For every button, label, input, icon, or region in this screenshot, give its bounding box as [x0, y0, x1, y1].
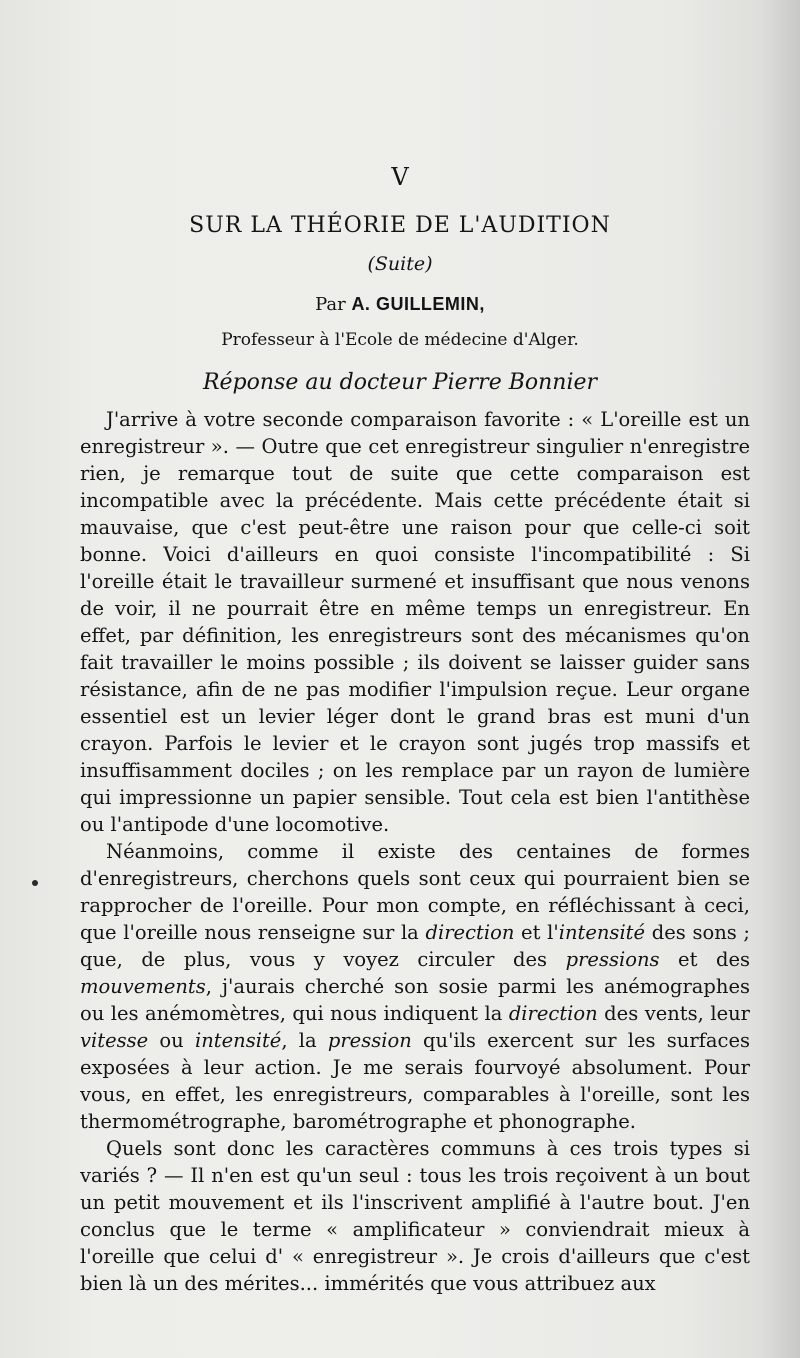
- italic-term: mouvements: [80, 975, 206, 998]
- article-title: SUR LA THÉORIE DE L'AUDITION: [189, 213, 611, 238]
- text-run: des sons ; que, de plus, vous y voyez circuler des: [80, 921, 751, 971]
- paragraph-1: J'arrive à votre seconde comparaison favorite : « L'oreille est un enregistreur ». — Outre que cet enregistreur singulier n'enregistre rien, je remarque tout de suite que cette comparaison est incompatible avec la précédente. Mais cette précédente était si mauvaise, que c'est peut-être une raison pour que celle-ci soit bonne. Voici d'ailleurs en quoi consiste l'incompatibilité : Si l'oreille était le travailleur surmené et insuffisant que nous venons de voir, il ne pourrait être en même temps un enregistreur. En effet, par définition, les enregistreurs sont des mécanismes qu'on fait travailler le moins possible ; ils doivent se laisser guider sans résistance, afin de ne pas modifier l'impulsion reçue. Leur organe essentiel est un levier léger dont le grand bras est muni d'un crayon. Parfois le levier et le crayon sont jugés trop massifs et insuffisamment dociles ; on les remplace par un rayon de lumière qui impressionne un papier sensible. Tout cela est bien l'antithèse ou l'antipode d'une locomotive.: [80, 408, 750, 836]
- body-text: [80, 406, 750, 1297]
- italic-term: intensité: [558, 921, 646, 944]
- italic-term: vitesse: [80, 1029, 149, 1052]
- margin-ink-dot: [32, 880, 38, 886]
- section-title: Réponse au docteur Pierre Bonnier: [202, 370, 598, 395]
- paragraph-2: [80, 838, 750, 1135]
- text-run: des vents, leur: [597, 1002, 750, 1025]
- author-affiliation: Professeur à l'Ecole de médecine d'Alger.: [221, 330, 579, 350]
- text-run: qu'ils exercent sur les surfaces exposées à leur action. Je me serais fourvoyé absolument. Pour vous, en effet, les enregistreurs, comparables à l'oreille, sont les thermométrographe, barométrographe et phonographe.: [80, 1029, 750, 1133]
- author-name: A. GUILLEMIN,: [351, 294, 485, 314]
- text-run: Néanmoins, comme il existe des centaines de formes d'enregistreurs, cherchons quels sont ceux qui pourraient bien se rapprocher de l'oreille. Pour mon compte, en réfléchissant à ceci, que l'oreille nous renseigne sur la: [80, 840, 750, 944]
- italic-term: direction: [425, 921, 515, 944]
- text-run: et l': [514, 921, 559, 944]
- italic-term: intensité: [194, 1029, 282, 1052]
- paragraph-3: Quels sont donc les caractères communs à ces trois types si variés ? — Il n'en est qu'un seul : tous les trois reçoivent à un bout un petit mouvement et ils l'inscrivent amplifié à l'autre bout. J'en conclus que le terme « amplificateur » conviendrait mieux à l'oreille que celui d' « enregistreur ». Je crois d'ailleurs que c'est bien là un des mérites... immérités que vous attribuez aux: [80, 1137, 750, 1295]
- text-run: et des: [659, 948, 750, 971]
- article-subtitle: (Suite): [367, 253, 433, 275]
- italic-term: direction: [508, 1002, 598, 1025]
- author-line: [0, 294, 800, 315]
- italic-term: pression: [327, 1029, 412, 1052]
- text-run: , j'aurais cherché son sosie parmi les anémographes ou les anémomètres, qui nous indiquent la: [80, 975, 750, 1025]
- text-run: ou: [148, 1029, 195, 1052]
- chapter-numeral: V: [391, 163, 409, 191]
- text-run: , la: [281, 1029, 328, 1052]
- italic-term: pressions: [565, 948, 660, 971]
- author-prefix: Par: [315, 294, 352, 315]
- page-edge-shadow: [760, 0, 800, 1358]
